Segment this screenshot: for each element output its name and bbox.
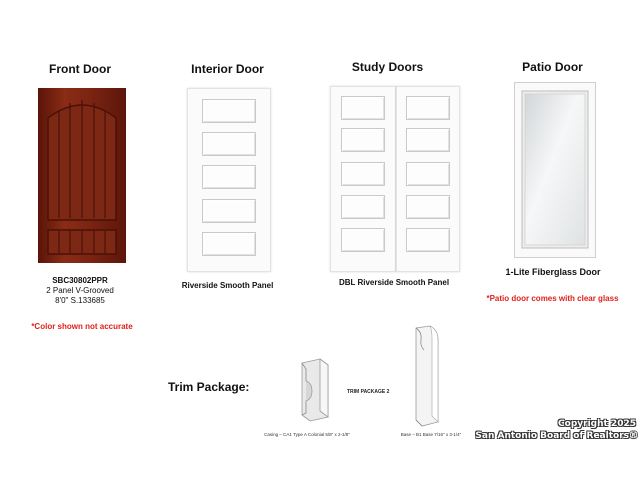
copyright-line-1: Copyright 2025 <box>558 419 636 429</box>
door-panel <box>202 165 256 189</box>
door-panel <box>341 162 385 186</box>
door-panel <box>202 132 256 156</box>
door-panel <box>406 128 450 152</box>
front-door-model: SBC30802PPR <box>52 276 108 285</box>
front-door-note: *Color shown not accurate <box>31 322 133 331</box>
interior-door-caption: Riverside Smooth Panel <box>181 281 274 290</box>
door-panel <box>406 96 450 120</box>
front-door-desc: 2 Panel V-Grooved <box>46 286 114 295</box>
study-doors-title: Study Doors <box>351 60 424 74</box>
base-trim-image <box>408 324 446 428</box>
patio-door-note: *Patio door comes with clear glass <box>486 294 619 303</box>
door-panel <box>341 228 385 252</box>
copyright-line-2: San Antonio Board of Realtors® <box>475 431 638 441</box>
study-door-right-image <box>396 86 460 272</box>
study-doors-caption: DBL Riverside Smooth Panel <box>338 278 450 287</box>
patio-door-image <box>514 82 596 258</box>
door-panel <box>341 128 385 152</box>
patio-door-title: Patio Door <box>522 60 583 74</box>
trim-package-label: TRIM PACKAGE 2 <box>347 389 390 395</box>
study-door-left-image <box>330 86 396 272</box>
front-door-image <box>38 88 126 263</box>
base-caption: Base – B1 Base 7/16" x 3-1/4" <box>400 432 462 437</box>
door-panel <box>202 199 256 223</box>
door-panel <box>406 195 450 219</box>
casing-trim-image <box>298 357 334 423</box>
front-door-size: 8'0" S.133685 <box>55 296 105 305</box>
door-panel <box>202 232 256 256</box>
patio-door-caption: 1-Lite Fiberglass Door <box>505 267 601 277</box>
door-panel <box>406 228 450 252</box>
door-panel <box>341 96 385 120</box>
door-panel <box>406 162 450 186</box>
door-panel <box>341 195 385 219</box>
interior-door-title: Interior Door <box>191 62 264 76</box>
interior-door-image <box>187 88 271 272</box>
door-panel <box>202 99 256 123</box>
front-door-title: Front Door <box>49 62 111 76</box>
trim-package-title: Trim Package: <box>168 380 250 394</box>
casing-caption: Casing – CA1 Type A Colonial 5/8" x 2-1/8" <box>264 432 350 437</box>
